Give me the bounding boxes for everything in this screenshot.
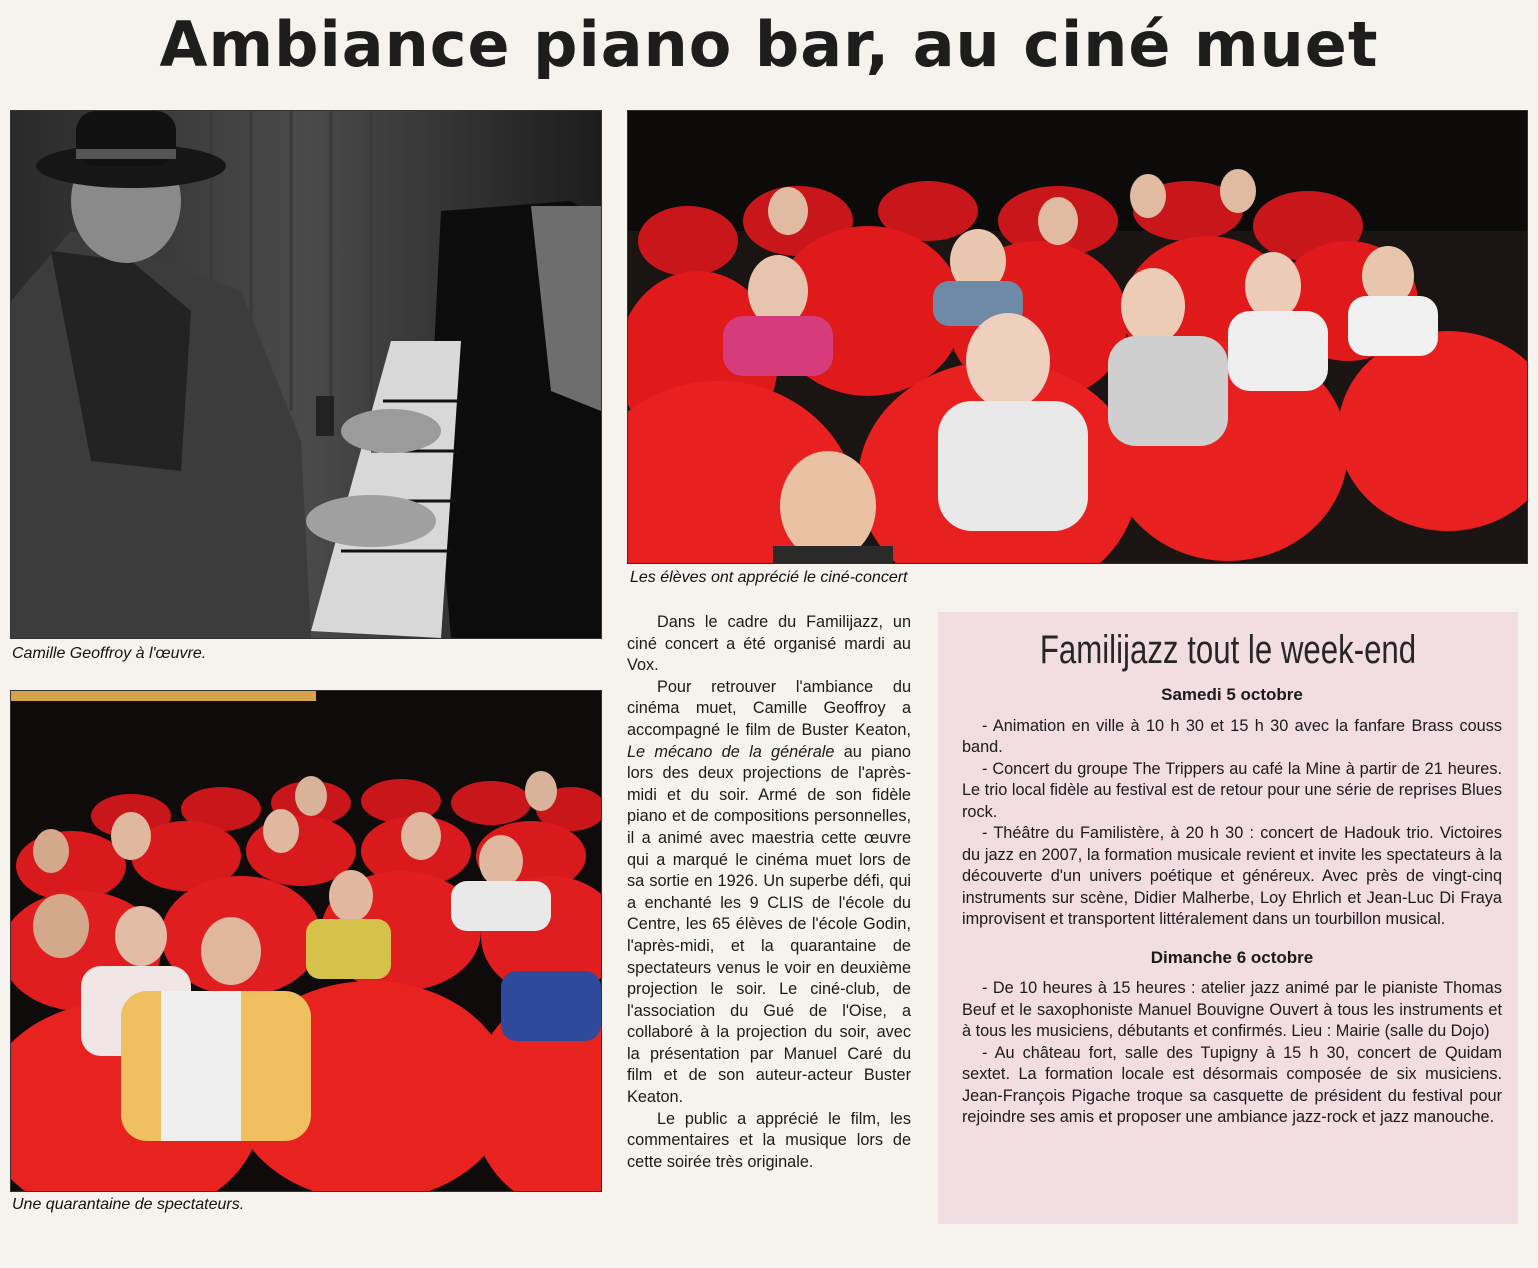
program-item: - De 10 heures à 15 heures : atelier jazz animé par le pianiste Thomas Beuf et le saxophoniste Manuel Bouvigne Ouvert à tous les instruments et à tous les musiciens, débutants et confirmés. Lieu : Mairie (salle du Dojo) (962, 979, 1502, 1040)
pupils-image (628, 111, 1527, 563)
article-body (627, 612, 911, 1173)
program-item: - Au château fort, salle des Tupigny à 15 h 30, concert de Quidam sextet. La formation locale est désormais composée de six musiciens. Jean-François Pigache troque sa casquette de président du festival pour rejoindre ses amis et proposer une ambiance jazz-rock et jazz manouche. (962, 1043, 1502, 1126)
photo-pupils (627, 110, 1528, 564)
box-title: Familijazz tout le week-end (1039, 628, 1417, 672)
caption-audience: Une quarantaine de spectateurs. (12, 1196, 245, 1213)
day-heading-saturday: Samedi 5 octobre (1161, 685, 1303, 704)
box-body (962, 684, 1502, 1129)
film-title: Le mécano de la générale (627, 742, 835, 761)
caption-pupils: Les élèves ont apprécié le ciné-concert (630, 569, 908, 586)
caption-pianist: Camille Geoffroy à l'œuvre. (12, 645, 207, 662)
photo-pianist (10, 110, 602, 639)
pianist-image (11, 111, 601, 638)
festival-box (938, 612, 1518, 1224)
article-paragraph: Dans le cadre du Familijazz, un ciné concert a été organisé mardi au Vox. (627, 613, 911, 675)
program-item: - Concert du groupe The Trippers au café la Mine à partir de 21 heures. Le trio local fidèle au festival est de retour pour une série de reprises Blues rock. (962, 759, 1502, 821)
day-heading-sunday: Dimanche 6 octobre (1150, 947, 1314, 967)
audience-image (11, 691, 601, 1191)
photo-audience (10, 690, 602, 1192)
headline: Ambiance piano bar, au ciné muet (159, 8, 1379, 81)
article-paragraph: Le public a apprécié le film, les commentaires et la musique lors de cette soirée très originale. (627, 1109, 911, 1171)
article-paragraph: Pour retrouver l'ambiance du cinéma muet, Camille Geoffroy a accompagné le film de Buster Keaton, Le mécano de la générale au piano lors des deux projections de l'après-midi et du soir. Armé de son fidèle piano et de compositions personnelles, il a animé avec maestria cette œuvre qui a marqué le cinéma muet lors de sa sortie en 1926. Un superbe défi, qui a enchanté les 9 CLIS de l'école du Centre, les 65 élèves de l'école Godin, l'après-midi, et la quarantaine de spectateurs venus le voir en deuxième projection le soir. Le ciné-club, de l'association du Gué de l'Oise, a collaboré à la projection du soir, avec la présentation par Manuel Caré du film et de son auteur-acteur Buster Keaton. (627, 677, 911, 1107)
program-item: - Théâtre du Familistère, à 20 h 30 : concert de Hadouk trio. Victoires du jazz en 2007, la formation musicale revient et invite les spectateurs à la découverte d'un univers poétique et généreux. Avec près de vingt-cinq instruments sur scène, Didier Malherbe, Loy Ehrlich et Jean-Luc Di Fraya improvisent et transportent littéralement dans un tourbillon musical. (962, 824, 1502, 928)
program-item: - Animation en ville à 10 h 30 et 15 h 30 avec la fanfare Brass couss band. (962, 716, 1502, 756)
